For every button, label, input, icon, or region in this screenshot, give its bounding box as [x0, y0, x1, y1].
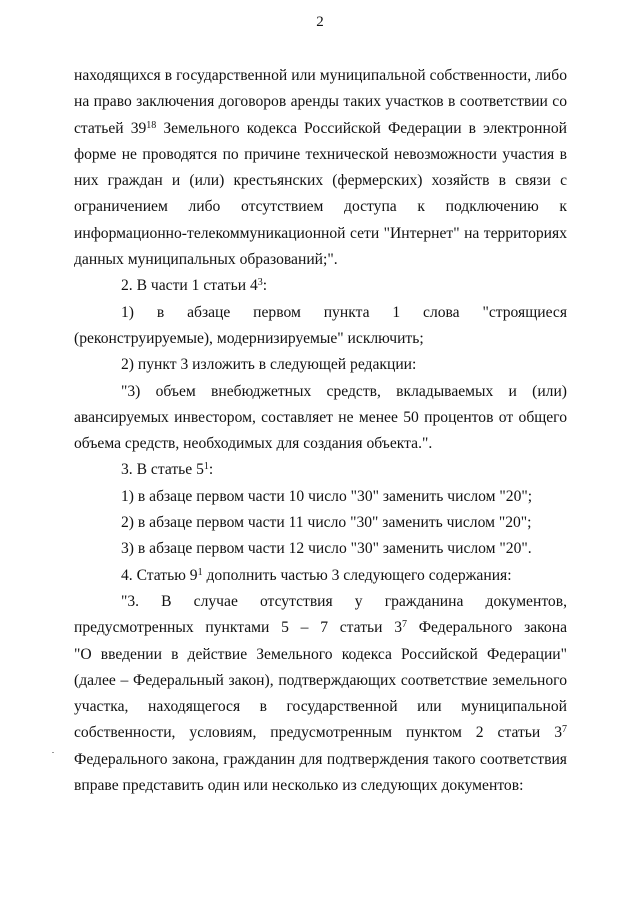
text-line: 1) в абзаце первом части 10 число "30" заменить числом "20";	[121, 487, 533, 505]
text-line: них граждан и (или) крестьянских (фермерских) хозяйств в связи с	[74, 172, 567, 190]
text-line: 4. Статью $9^1$ дополнить частью 3 следующего содержания:	[121, 566, 512, 584]
text-line: предусмотренных пунктами 5 – 7 статьи $3^7$ Федерального закона	[74, 619, 567, 637]
text-line: "3. В случае отсутствия у гражданина документов,	[121, 592, 567, 610]
text-line: собственности, условиям, предусмотренным пунктом 2 статьи $3^7$	[74, 724, 567, 742]
text-line: 2) в абзаце первом части 11 число "30" заменить числом "20";	[121, 514, 532, 532]
text-line: на право заключения договоров аренды таких участков в соответствии со	[74, 93, 567, 111]
text-line: участка, находящегося в государственной или муниципальной	[74, 698, 567, 716]
text-line: 3) в абзаце первом части 12 число "30" заменить числом "20".	[121, 540, 532, 558]
text-line: 3. В статье $5^1$:	[121, 461, 214, 479]
text-line: 1) в абзаце первом пункта 1 слова "строящиеся	[121, 303, 567, 321]
text-line: "О введении в действие Земельного кодекса Российской Федерации"	[74, 645, 567, 663]
text-line: (реконструируемые), модернизируемые" исключить;	[74, 329, 424, 347]
text-line: форме не проводятся по причине технической невозможности участия в	[74, 145, 567, 163]
text-line: статьей $39^{18}$ Земельного кодекса Российской Федерации в электронной	[74, 119, 567, 137]
text-line: (далее – Федеральный закон), подтверждающих соответствие земельного	[74, 671, 567, 689]
text-line: вправе представить один или несколько из следующих документов:	[74, 777, 524, 795]
text-line: находящихся в государственной или муниципальной собственности, либо	[74, 67, 567, 84]
text-line: 2. В части 1 статьи $4^3$:	[121, 277, 268, 295]
text-line: данных муниципальных образований;".	[74, 251, 338, 269]
page-number: 2	[316, 14, 324, 30]
margin-mark	[52, 752, 54, 753]
text-line: "3) объем внебюджетных средств, вкладываемых и (или)	[121, 382, 567, 400]
text-line: объема средств, необходимых для создания объекта.".	[74, 435, 433, 453]
document-body	[74, 63, 567, 799]
text-line: Федерального закона, гражданин для подтверждения такого соответствия	[74, 750, 567, 768]
text-line: авансируемых инвестором, составляет не менее 50 процентов от общего	[74, 408, 567, 426]
text-line: ограничением либо отсутствием доступа к подключению к	[74, 198, 567, 216]
text-line: информационно-телекоммуникационной сети "Интернет" на территориях	[74, 224, 567, 242]
text-line: 2) пункт 3 изложить в следующей редакции:	[121, 356, 417, 374]
